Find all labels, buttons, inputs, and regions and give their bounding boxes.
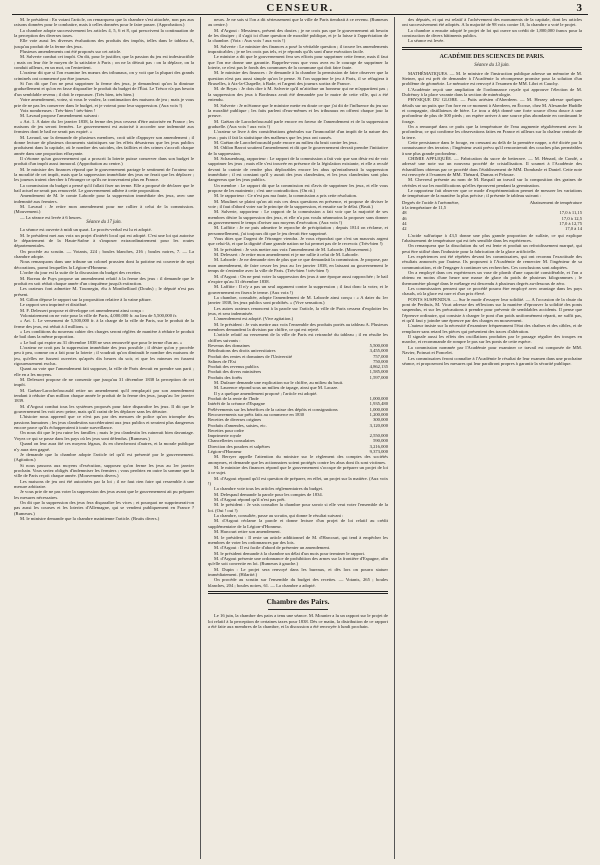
masthead-rule [12, 14, 588, 15]
ledger-value: 3,120,000 [369, 422, 388, 428]
sitting-date: Séance du 17 juin. [86, 220, 122, 226]
article-paragraph: M. Lavaud : Je retire mon amendement pour me rallier à celui de la commission. (Mouvement.) [14, 204, 194, 215]
paragraph-group [402, 233, 582, 367]
section-heading-peers: Chambre des Pairs. [266, 597, 330, 607]
article-paragraph: « Les conditions du nouveau cahier des charges seront réglées de manière à réduire le produit de bail dans la même proportion. [14, 328, 194, 340]
ledger-value: 750,000 [373, 358, 388, 364]
temperature-value: 17,0 à 12,75 [559, 221, 582, 226]
article-paragraph: M. F. Delessert propose et développe cet amendement ainsi conçu : [20, 307, 144, 313]
paragraph-group [208, 613, 388, 629]
temperature-value: Abaissement de température [529, 199, 582, 205]
ledger-label: Produits des forêts [208, 374, 243, 380]
article-paragraph: M. de Bryas : Je dois dire à M. Salverte qu'il m'attribue un honneur qui ne m'appartient pas ; la suppression des jeux à Bordeaux avait été demandée par le maire de cette ville, qui a été entendu. [208, 86, 388, 103]
article-paragraph: On procède au scrutin. — Votants, 224 ; boules blanches, 216 ; boules noires, 7. — La chambre adopte. [14, 248, 194, 260]
academy-date: Séance du 13 juin. [474, 63, 510, 69]
article-paragraph: La séance est levée. [408, 38, 445, 44]
paragraph-group [402, 71, 582, 199]
ledger-value: 3,455,000 [369, 348, 388, 354]
article-paragraph: Les commissaires pensent que ce procédé pourra être employé avec avantage dans les pays chauds, où la glace est rare et d'un prix élevé. [402, 286, 582, 297]
ledger-value: 1,000,000 [369, 406, 388, 412]
article-paragraph: Les expériences ont été répétées devant les commissaires, qui ont reconnu l'exactitude des résultats annoncés par l'auteur. Ils proposent à l'Académie de remercier M. l'ingénieur de sa communication, et de l'engager à continuer ses recherches. Ces conclusions sont adoptées. [402, 253, 582, 270]
article-paragraph: M. d'Argout : Il est facile d'abord de présenter un amendement. [214, 545, 331, 551]
article-paragraph: Le ministre a dit que le gouvernement fera ses efforts pour supprimer cette ferme, mais il faut que l'on me donne une garantie. Rappelez-vous que vous avez eu le courage de supprimer la loterie, ce n'est pas le fonds des communes de la commune qui doit faire faute. [208, 54, 388, 71]
article-paragraph: Les autres orateurs renoncent à la parole sur l'article, la ville de Paris cessera d'exploiter les jeux, et sera indemnisée. [208, 305, 388, 316]
masthead-title: CENSEUR. [266, 2, 334, 14]
heading-underline [268, 609, 328, 610]
article-paragraph: M. d'Argout répond qu'il est question de préparer, en effet, un projet sur la matière. (Aux voix !) [208, 475, 388, 487]
temperature-label: à la température de 11,5 [402, 205, 447, 211]
article-paragraph: L'ordre du jour est la suite de la discussion du budget des recettes. [20, 270, 142, 276]
ledger-value: 1,935,480 [369, 401, 388, 407]
article-paragraph: M. Laffitte : Je ne puis admettre le reproche de précipitation ; depuis 1814 on réclame, et personnellement, j'ai toujours dit que le jeu devait être supprimé. [208, 225, 388, 236]
article-paragraph: Il signale aussi les effets des oscillations produites par le passage régulier des troupes en marche, et recommande de rompre le pas sur les ponts de cette espèce. [402, 334, 582, 345]
article-paragraph: Si nous passons aux moyens d'exécution, supposez qu'on ferme les jeux au 1er janvier prochain. Vous seriez obligés d'indemniser les fermiers ; vous perdriez en outre la somme que la ville de Paris reçoit chaque année. (Mouvements divers.) [14, 462, 194, 479]
amendment-line: L'amendement est adopté. (Vive agitation.) [214, 316, 294, 322]
article-paragraph: L'orateur ne croit pas la suppression immédiate des jeux possible ; il désire qu'on y procède peu à peu, comme on a fait pour la loterie ; il voudrait qu'on diminuât le nombre des maisons de jeu, qu'elles ne fussent ouvertes qu'après dix heures du soir, et que les mineurs en fussent rigoureusement exclus. [14, 344, 194, 366]
article-paragraph: M. Harcourt retire son amendement. [214, 529, 281, 535]
ledger-label: Prélèvements sur les bénéfices de la caisse des dépôts et consignations [208, 406, 338, 412]
article-paragraph: On dit que la suppression des jeux fera disparaître les vices ; et pourquoi ne supprimerait-on pas aussi les courses et les loteries d'Allemagne, qui se vendent publiquement en France ? (Rumeurs.) [14, 499, 194, 516]
article-paragraph: M. Delespaul demande la parole pour les comptes de 1834. [214, 491, 323, 497]
ledger-label: Revenus des domaines [208, 342, 250, 348]
article-paragraph: La commission du budget a pensé qu'il fallait fixer un terme. Elle a proposé de déclarer que le bail actuel ne serait pas renouvelé. Le gouvernement adhère à cette proposition. [14, 182, 194, 193]
article-paragraph: L'acide sulfurique à 43,5 donne une plus grande proportion de sulfate, ce qui explique l'abaissement de température qui est très sensible dans les expériences. [402, 232, 582, 243]
receipts-table [208, 343, 388, 380]
paragraph-group [208, 454, 388, 588]
ledger-value: 4,862,135 [369, 364, 388, 370]
article-paragraph: Le rapporteur fait observer que ce mode d'expérimentation permet de mesurer les variations de température de la manière la plus précise ; il présente le tableau suivant : [402, 188, 582, 199]
article-paragraph: On a employé dans ces expériences un vase de plomb d'une capacité considérable, et l'on a obtenu en moins d'une heure une masse de glace du poids de plusieurs kilogrammes ; le thermomètre plongé dans le mélange est descendu à plusieurs degrés au-dessous de zéro. [402, 270, 582, 286]
article-paragraph: Le rapport sera imprimé et distribué. [20, 302, 88, 308]
article-paragraph: Volontairement on ne vote pour la ville de Paris, 4,000,000 fr. au lieu de 5,500,000 fr. [20, 312, 178, 318]
article-paragraph: On procède au scrutin sur l'ensemble du budget des recettes. — Votants, 265 ; boules blanches, 204 ; boules noires, 61. — La chambre a adopté. [208, 577, 388, 588]
article-paragraph: des députés, et qui est relatif à l'achèvement des monuments de la capitale, dont les articles ont successivement été adoptés. A la majorité de 98 voix contre 10, la chambre a voté le projet. [402, 17, 582, 28]
article-paragraph: Votre amendement, votez, si vous le voulez, la continuation des maisons de jeu ; mais je vous prie de ne pas les conserver dans le budget, et je voterai pour leur suppression. (Aux voix !) [14, 97, 194, 108]
article-paragraph: — La séance est levée à 6 heures. [20, 214, 82, 220]
article-paragraph: M. Laurence répond sous un milieu de tapage, ainsi que M. Lacaze. [214, 385, 339, 391]
article-paragraph: L'auteur insiste sur la nécessité d'examiner fréquemment l'état des chaînes et des câbles, et de remplacer sans retard les pièces qui présentent des traces d'altération. [402, 323, 582, 334]
article-paragraph: M. d'Argout présente une ordonnance de prohibition des armes sur la frontière d'Espagne, afin qu'elle soit convertie en loi. (Rumeurs à gauche.) [208, 555, 388, 567]
article-paragraph: On nous dit que le jeu ruine les familles ; mais le jeu clandestin les ruinerait bien davantage. Voyez ce qui se passe dans les pays où les jeux sont défendus. (Rumeurs.) [14, 430, 194, 441]
ledger-value: 1,000,000 [369, 396, 388, 402]
ledger-value: 590,000 [373, 438, 388, 444]
article-paragraph: MATHÉMATIQUES. — M. le ministre de l'instruction publique adresse un mémoire de M. Steiner, qui est prêt de demander à l'Académie la récompense promise pour la solution d'un problème de géométrie. Le mémoire est renvoyé à l'examen de MM. Libri et Cauchy. [402, 70, 582, 87]
ledger-value: 9,373,000 [369, 449, 388, 455]
article-paragraph: Je vous prie de ne pas voter la suppression des jeux avant que le gouvernement ait pu préparer les mesures nécessaires. [14, 489, 194, 500]
section-rule [208, 591, 388, 595]
article-paragraph: Je demande que la chambre adopte l'article tel qu'il est présenté par le gouvernement. (Agitation.) [14, 451, 194, 463]
article-paragraph: La séance est ouverte à midi un quart. Le procès-verbal est lu et adopté. [20, 227, 152, 233]
ledger-label: Produits d'amendes, saisies, etc. [208, 422, 267, 428]
ledger-value: 757,000 [373, 353, 388, 359]
article-paragraph: M. Dupin : Le projet sera renvoyé dans les bureaux, et dès lors on pourra statuer immédiatement. (Hilarité.) [208, 566, 388, 577]
article-paragraph: M. Delessert propose de ne consentir que jusqu'au 31 décembre 1838 la perception de cet impôt. [14, 377, 194, 388]
article-paragraph: « Art. 1. Le versement de 5,500,000 fr. à la charge de la ville de Paris, sur le produit de la ferme des jeux, est réduit à 4 millions. » [14, 318, 194, 329]
article-paragraph: Elle vote aussi les diverses évaluations des produits des impôts, telles dans le tableau A, jusqu'au produit de la ferme des jeux. [14, 38, 194, 49]
article-paragraph: La chambre, consultée, passe au scrutin, qui donne le résultat suivant : [214, 513, 344, 519]
article-paragraph: M. Dufaure demande une explication sur le chiffre, au milieu du bruit. [214, 380, 344, 386]
article-paragraph: M. Laborde : Je ne demande rien de plus que ce que demandait la commission. Je propose, par mon amendement, de faire cesser les jeux au 1er janvier 1838, en laissant au gouvernement le temps de s'entendre avec la ville de Paris. (Très-bien ! très-bien !) [208, 257, 388, 274]
paragraph-group [208, 380, 388, 396]
section-rule [402, 47, 582, 51]
article-paragraph: M. le ministre des finances répond que le gouvernement s'occupe de préparer un projet de loi à ce sujet. [208, 465, 388, 476]
article-paragraph: M. Lavaud propose l'amendement suivant : [20, 113, 100, 119]
article-paragraph: M. d'Argout réclame la parole et donne lecture d'un projet de loi relatif au crédit supplémentaire de la Légion-d'Honneur. [208, 518, 388, 529]
ledger-label: Rétributions des droits universitaires [208, 348, 276, 354]
article-paragraph: « Art. 1. A dater du 1er janvier 1838, la ferme des jeux cessera d'être autorisée en France ; les maisons de jeu seront fermées. Le gouvernement est autorisé à accorder une indemnité aux fermiers dont le bail ne serait pas expiré. » [14, 118, 194, 135]
article-paragraph: L'orateur se livre à des considérations générales sur l'immoralité d'un impôt de la nature des jeux ; puis il fait la statistique des malheurs que les jeux ont causés. [208, 129, 388, 140]
article-paragraph: La commission nommée par l'Académie pour examiner ce travail est composée de MM. Navier, Poinsot et Poncelet. [402, 344, 582, 356]
ledger-label: Salines de l'Est [208, 358, 236, 364]
temperature-label: 44 [402, 221, 407, 226]
temperature-value: 17,0 à 11,15 [559, 210, 582, 216]
article-paragraph: M. le ministre des finances répond que le gouvernement partage le sentiment de l'orateur sur la moralité de cet impôt, mais que la suppression immédiate des jeux ne ferait que les déplacer ; les joueurs iraient chercher à l'étranger ce qu'ils ne trouveraient plus en France. [14, 166, 194, 183]
article-paragraph: M. le président met aux voix un projet d'intérêt local qui est adopté. C'est une loi qui autorise le département de la Haute-Saône à s'imposer extraordinairement pour les routes départementales. [14, 232, 194, 249]
page-number: 3 [576, 2, 582, 14]
article-paragraph: M. Gaëtan de Larochefoucauld parle encore au milieu du bruit contre les jeux. [214, 139, 358, 145]
article-paragraph: M. Chevreul présente au nom de M. Raspail un travail sur la composition des graines de céréales et sur les modifications qu'elles éprouvent pendant la germination. [402, 177, 582, 188]
article-paragraph: « Le bail qui expire au 31 décembre 1838 ne sera renouvelé que pour le terme d'un an. » [20, 339, 183, 345]
article-paragraph: L'histoire nous apprend que ce n'est pas par des mesures de police qu'on triomphe des passions humaines ; les jeux clandestins succéderaient aux jeux publics et seraient plus dangereux encore parce qu'ils échapperaient à toute surveillance. [14, 414, 194, 431]
column-divider [200, 17, 201, 859]
ledger-label: Produit de la rente de l'Inde [208, 396, 259, 402]
temperature-label: 42 [402, 226, 407, 232]
article-paragraph: PONTS SUSPENDUS. — Sur le mode d'essayer leur solidité. — A l'occasion de la chute du pont de Perthuis, M. Vicat adresse des réflexions sur la manière d'éprouver la solidité des ponts suspendus, et sur les précautions à prendre pour prévenir de semblables accidents. Il pense que l'épreuve ordinaire, qui consiste à charger le pont d'un poids uniformément réparti, ne suffit pas, et qu'il faut y joindre une épreuve par des charges en mouvement. [402, 296, 582, 324]
temperature-label: Degrés de l'acide à l'aréomètre, [402, 199, 460, 205]
paragraph-group [14, 227, 194, 521]
article-paragraph: M. Gaétan-Larochefoucauld retire un amendement qu'il remplaçait par son amendement tendant à réduire d'un million chaque année le produit de la ferme des jeux, jusqu'au 1er janvier 1839. [14, 387, 194, 404]
article-paragraph: La chambre, consultée, adopte l'amendement de M. Laborde ainsi conçu : « A dater du 1er janvier 1838, les jeux publics sont prohibés. » (Vive sensation.) [208, 294, 388, 306]
column-right [402, 17, 582, 859]
ledger-label: Produit des divers ministères [208, 369, 262, 375]
article-paragraph: Il y a quelque amendement proposé ; l'article est adopté. [214, 390, 318, 396]
article-paragraph: Cette persistance dans le forage, en creusant au delà de la première nappe, a été dictée par la connaissance des terrains ; l'ingénieur avait prévu qu'il rencontrerait des couches plus perméables à une plus grande profondeur. [402, 140, 582, 156]
article-paragraph: M. d'Argout répond qu'il n'est pas prêt. [214, 497, 286, 503]
article-paragraph: L'article relatif au versement de la ville de Paris est retranché du tableau ; il en résulte les chiffres suivants : [208, 332, 388, 343]
article-paragraph: M. Salverte combat cet impôt. On dit, pour le justifier, que la passion du jeu est indestructible ; mais on leur ôte le moyen de la satisfaire à Paris ; on ne la détruit pas : on la déplace, on la conduit ailleurs, en un mot, on l'entretient. [14, 54, 194, 71]
article-paragraph: M. d'Argout : Messieurs, présent des doutes ; je ne crois pas que le gouvernement ait besoin de les dissiper ; il s'agit ici d'une question de moralité publique, et je la laisse à l'appréciation de la chambre. (Voix : Aux voix ! aux voix !) [208, 27, 388, 44]
article-paragraph: L'orateur dit que si l'on examine les mœurs des tribunaux, on y voit que la plupart des grands criminels ont commencé par être joueurs. [14, 70, 194, 81]
column-left [14, 17, 194, 859]
article-paragraph: M. Delessert : Je retire mon amendement et je me rallie à celui de M. Laborde. [214, 252, 359, 258]
temperature-table [402, 200, 582, 232]
article-paragraph: Plusieurs amendements ont été proposés sur cet article. [20, 49, 122, 55]
receipts-table [208, 396, 388, 454]
ledger-value: 300,000 [373, 417, 388, 423]
ledger-label: Imprimerie royale [208, 433, 242, 439]
article-paragraph: M. Salverte : Le ministre des finances a posé la véritable question ; il trouve les amendements impraticables ; je ne les crois pas tels, et je réponds qu'ils sont d'une exécution facile. [208, 43, 388, 55]
temperature-label: 48 [402, 210, 407, 216]
article-paragraph: On remarquera que la dissolution du sel est lente et produit un refroidissement marqué, qui peut être utilisé dans l'industrie pour la fabrication de la glace artificielle. [402, 243, 582, 254]
article-paragraph: M. Lavaud, sur la demande de plusieurs membres, croit utile d'appuyer son amendement ; il donne lecture de plusieurs documents statistiques sur les effets désastreux que les jeux publics produisent dans la capitale, où le nombre des suicides, des faillites et des crimes s'accroît chaque année dans une proportion effrayante. [14, 134, 194, 156]
article-paragraph: Quand on leur aura ôté ces moyens légaux, ils en chercheront d'autres, et la morale publique n'y aura rien gagné. [14, 441, 194, 452]
article-paragraph: M. Laffitte : Il n'y a pas un seul argument contre la suppression ; il faut donc la voter, et le gouvernement en fixera le terme. (Aux voix !) [208, 284, 388, 295]
ledger-value: 1,585,000 [369, 369, 388, 375]
article-paragraph: Les commissaires feront connaître à l'Académie le résultat de leur examen dans une prochaine séance, et proposeront les mesures qui leur paraîtront propres à garantir la sécurité publique. [402, 355, 582, 366]
article-paragraph: M. le président : Il reste un article additionnel de M. d'Harcourt, qui tend à empêcher les membres de voter les ordonnances par des lois. [208, 534, 388, 545]
temperature-label: 46 [402, 215, 407, 221]
ledger-label: Produit des rentes et domaines de l'Université [208, 353, 293, 359]
article-paragraph: L'Académie reçoit une ampliation de l'ordonnance royale qui approuve l'élection de M. Dufrénoy à la place vacante dans la section de minéralogie. [402, 86, 582, 97]
article-paragraph: M. le président : Je vais consulter la chambre pour savoir si elle veut voter l'ensemble de la loi. (Oui ! oui !) [208, 502, 388, 513]
ledger-value: 1,200,000 [369, 411, 388, 417]
paragraph-group [14, 17, 194, 220]
article-paragraph: Si l'on dit que l'on ne peut supprimer la ferme des jeux, je demanderai qu'on la diminue graduellement et qu'on en fasse disparaître le produit du budget de l'État. Le Trésor n'a pas besoin d'un semblable revenu ; il doit le repousser. (Très bien, très bien.) [14, 81, 194, 97]
article-paragraph: M. Gaëtan de Larochefoucauld parle encore en faveur de l'amendement et de la suppression graduelle. (Aux voix ! aux voix !) [208, 118, 388, 129]
article-paragraph: La chambre adopte successivement les articles 4, 5, 6 et 8, qui prescrivent la continuation de la perception des diverses taxes. [14, 27, 194, 39]
article-paragraph: M. Odilon Barrot soutient l'amendement et dit que le gouvernement devrait prendre l'initiative de la suppression. [208, 145, 388, 156]
article-paragraph: M. le président : Je vais mettre aux voix l'amendement de M. Laborde. (Mouvement.) [214, 246, 372, 252]
article-paragraph: La chambre a ensuite adopté le projet de loi qui ouvre un crédit de 1,800,000 francs pour la construction de divers bâtiments publics. [402, 27, 582, 39]
article-paragraph: M. Boreau de Puys propose un amendement relatif à la ferme des jeux : il demande que le produit en soit réduit chaque année d'un cinquième jusqu'à extinction. [14, 275, 194, 286]
article-paragraph: M. le rapporteur : Ce n'est pas ma faute, la commission a pris cette résolution. [214, 193, 358, 199]
article-paragraph: M. Salverte, rapporteur : Le rapport de la commission a fait voir que la majorité de ses membres désire la suppression des jeux, et elle n'a pas voulu néanmoins la proposer sans donner au gouvernement le temps d'aviser aux moyens d'exécution. (Aux voix !) [208, 209, 388, 226]
article-paragraph: La chambre vote tous les articles réglementaires du budget. [214, 486, 324, 492]
article-paragraph: M. le président : En votant l'article, on remarquera que la chambre s'est attachée, non pas aux raisons données pour le combattre, mais à celles données pour le faire passer. (Approbation.) [14, 17, 194, 28]
article-paragraph: On a remarqué dans ce puits que la température de l'eau augmente régulièrement avec la profondeur, ce qui confirme les observations faites en France et ailleurs sur la chaleur centrale de la terre. [402, 124, 582, 140]
article-paragraph: M. Berryer appelle l'attention du ministre sur le règlement des comptes des sociétés anonymes, et demande que les actionnaires soient protégés contre les abus dont ils sont victimes. [208, 454, 388, 465]
paragraph-group [208, 322, 388, 343]
article-paragraph: M. le ministre des finances : Je demande à la chambre la permission de faire observer que la question n'est pas aussi simple qu'on le pense. Si l'on supprime le jeu à Paris, il se réfugiera à Bruxelles, à Aix-la-Chapelle, à Bade, et l'argent des joueurs sortira de France. [208, 70, 388, 87]
ledger-value: 1,597,000 [369, 374, 388, 380]
ledger-label: Chancelleries consulaires [208, 438, 255, 444]
temperature-value: 17,0 à 12,5 [561, 215, 582, 221]
temperature-row [402, 226, 582, 231]
section-heading-academy: ACADÉMIE DES SCIENCES DE PARIS. [439, 54, 545, 61]
article-paragraph: Amendement de M. le comte Laborde pour la suppression immédiate des jeux, avec une indemnité aux fermiers. [14, 193, 194, 204]
article-paragraph: M. Salverte : Je m'étonne que le ministre mette en doute ce que j'ai dit de l'influence du jeu sur la moralité publique ; les faits parlent d'eux-mêmes et les tribunaux en offrent chaque jour la preuve. [208, 102, 388, 119]
ledger-value: 2,550,000 [369, 433, 388, 439]
article-paragraph: CHIMIE APPLIQUÉE. — Fabrication du sucre de betterave. — M. Hénard, de Condé, a adressé une note sur un nouveau procédé de cristallisation. Il soumet à l'Académie des échantillons obtenus par ce procédé dans l'établissement de MM. Dombasle et Daniel. Cette note est renvoyée à l'examen de MM. Thénard, Dumas et Pelouze. [402, 156, 582, 178]
column-middle [208, 17, 388, 859]
article-paragraph: M. d'Argout : On ne peut voter la suppression des jeux à une époque aussi rapprochée ; le bail n'expire qu'au 31 décembre 1838. [208, 273, 388, 284]
temperature-value: 17,0 à 14 [565, 226, 582, 232]
article-paragraph: Voix nombreuses : Très-bien ! très-bien ! [20, 107, 96, 113]
article-paragraph: M. Moulinet se plaint qu'on ait mis ces deux questions en présence, et propose de diviser le vote ; il faut d'abord voter sur le principe de la suppression, et ensuite sur le délai. (Bruit.) [208, 198, 388, 210]
ledger-value: 5,500,000 [369, 342, 388, 348]
ledger-label: Recouvrements sur prêts faits au commerce en 1830 [208, 411, 305, 417]
article-paragraph: M. le président demande à la chambre un délai d'un mois pour terminer le rapport. [214, 550, 366, 556]
article-paragraph: PHYSIQUE DU GLOBE. — Puits artésien d'Aberdeen. — M. Herzey adresse quelques détails sur un puits que l'on fore en ce moment à Aberdeen, en Écosse, chez M. Alexandre Huddle et compagnie, distillateurs de bière. Le trou a déjà donné une forte source d'eau douce à une profondeur de plus de 300 pieds ; on espère arriver à une source plus abondante en continuant le forage. [402, 97, 582, 124]
article-paragraph: Nous remarquons dans une tribune un colonel prussien dont la poitrine est couverte de sept décorations, parmi lesquelles la Légion-d'Honneur. [14, 259, 194, 270]
article-paragraph: Les maisons de jeu ont été autorisées par la loi ; il ne faut rien faire qui ressemble à une mesure arbitraire. [14, 478, 194, 489]
article-paragraph: Quant au vote que l'amendement fait supposer, la ville de Paris devrait en prendre son parti ; elle en a les moyens. [14, 366, 194, 377]
paragraph-group [402, 17, 582, 44]
ledger-value: 3,216,000 [369, 443, 388, 449]
ledger-label: Intérêt de la créance d'Espagne [208, 401, 265, 407]
ledger-label: Légion-d'Honneur [208, 449, 242, 455]
column-divider [394, 17, 395, 859]
article-paragraph: M. Gillon dépose le rapport sur la proposition relative à la vaine pâture. [20, 296, 152, 302]
article-paragraph: M. le président : Je vais mettre aux voix l'ensemble des produits portés au tableau A. Plusieurs membres demandent la division par chiffre, ce qui est rejeté. [208, 321, 388, 332]
article-paragraph: Il s'étonne qu'un gouvernement qui a proscrit la loterie puisse conserver dans son budget le produit d'un impôt aussi immoral. (Approbation au centre.) [14, 155, 194, 167]
ledger-label: Direction des poudres et salpêtres [208, 443, 270, 449]
article-paragraph: Un membre : Le rapport dit que la commission est d'avis de supprimer les jeux, et elle vous propose de les maintenir ; c'est une contradiction. (On rit.) [208, 182, 388, 193]
ledger-label: Produit des revenus publics [208, 364, 259, 370]
article-paragraph: M. d'Argout combat tous les systèmes proposés pour faire disparaître les jeux. Il dit que le gouvernement les voit avec peine, mais qu'il craint de les déplacer sans les détruire. [14, 403, 194, 415]
ledger-label: Recettes de diverses origines [208, 417, 262, 423]
article-paragraph: Vous dites que l'argent de l'étranger viendra. Je vous répondrai que c'est un mauvais argent que celui-là, et que la dignité d'une grande nation ne lui permet pas de le recevoir. (Très-bien !) [208, 236, 388, 247]
article-paragraph: neurs. Je ne sais si l'on a dit sérieusement que la ville de Paris tiendrait à ce revenu. (Rumeurs au centre.) [208, 17, 388, 28]
ledger-label: Recettes pour ordre [208, 427, 244, 433]
article-paragraph: M. Schauenburg, rapporteur : Le rapport de la commission a fait voir que son désir est de voir supprimer les jeux ; mais elle s'est trouvée en présence de la législation existante, et elle a reculé devant la crainte de rendre plus déplorables encore les abus qu'entraînerait la suppression immédiate ; il est constant qu'il y aurait des jeux clandestins, et les jeux clandestins sont plus dangereux que les jeux publics. [208, 155, 388, 183]
article-paragraph: Le 16 juin, la chambre des pairs a tenu une séance. M. Mounier a lu un rapport sur le projet de loi relatif à la perception de certaines taxes pour 1838. Dès ce matin, la distribution de ce rapport a été faite aux membres de la chambre, et la discussion a été renvoyée à lundi prochain. [208, 613, 388, 630]
article-paragraph: M. le ministre demande que la chambre maintienne l'article. (Bruits divers.) [20, 515, 160, 521]
paragraph-group [208, 17, 388, 316]
article-paragraph: Les orateurs font admettre M. Tournegin, élu à Montbelliard (Doubs) ; le député n'est pas présent. [14, 286, 194, 297]
